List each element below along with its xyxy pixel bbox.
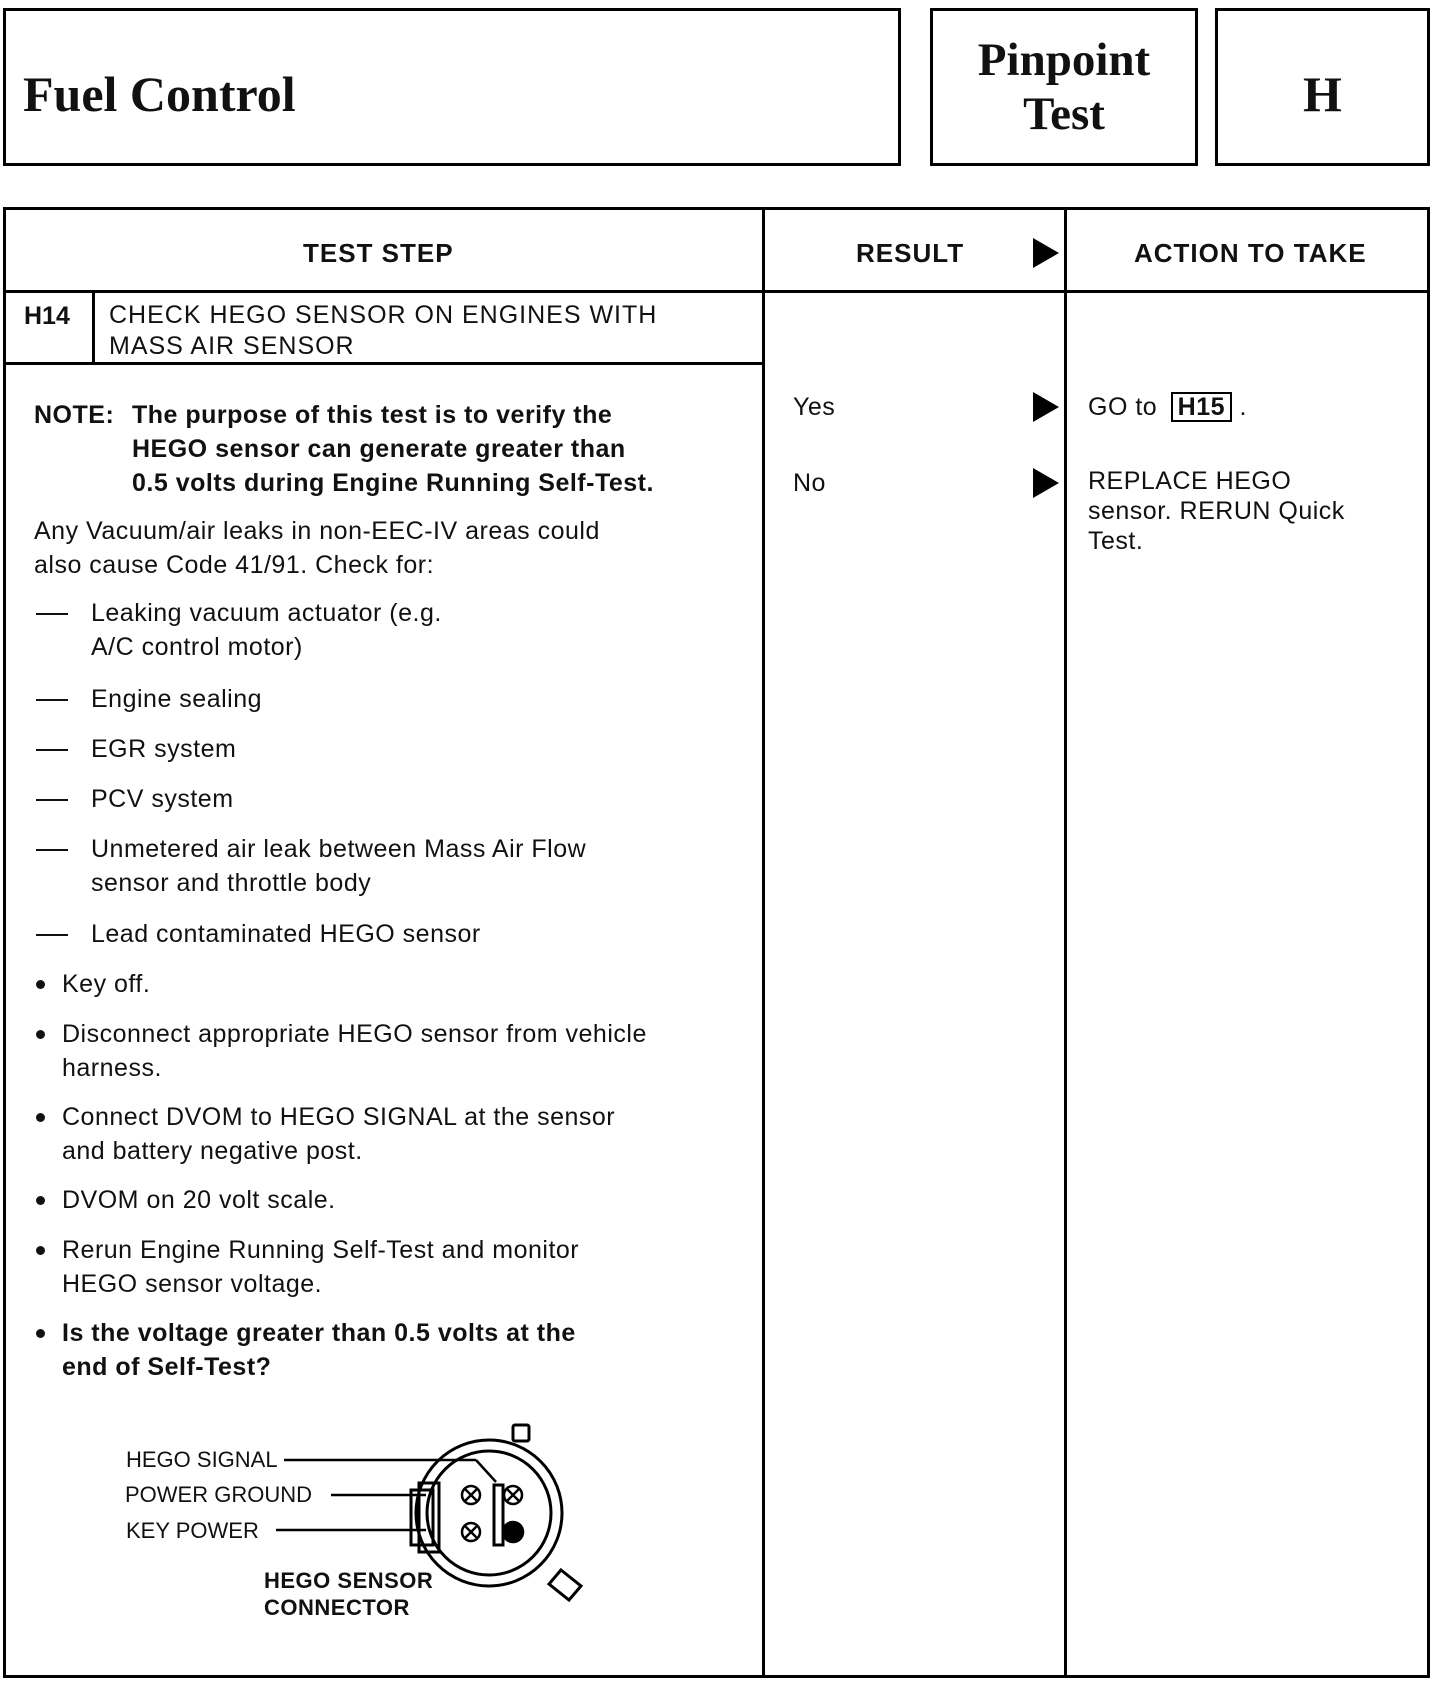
column-divider-1 bbox=[762, 210, 765, 1678]
check-item bbox=[91, 832, 586, 900]
test-letter: H bbox=[1303, 66, 1342, 122]
procedure-step bbox=[62, 1100, 615, 1168]
procedure-step bbox=[62, 1017, 647, 1085]
diagram-caption bbox=[264, 1567, 433, 1621]
procedure-step-line: Rerun Engine Running Self-Test and monitor bbox=[62, 1236, 580, 1264]
intro-line1: Any Vacuum/air leaks in non-EEC-IV areas could bbox=[34, 517, 600, 545]
check-item-line: Unmetered air leak between Mass Air Flow bbox=[91, 835, 587, 863]
dash-marker bbox=[36, 613, 68, 615]
procedure-step bbox=[62, 1233, 579, 1301]
check-item-line: A/C control motor) bbox=[91, 633, 303, 661]
procedure-step-line: and battery negative post. bbox=[62, 1137, 363, 1165]
step-title-line1: CHECK HEGO SENSOR ON ENGINES WITH bbox=[109, 301, 658, 329]
result-no: No bbox=[793, 469, 826, 497]
step-id-divider bbox=[92, 290, 95, 362]
connector-housing bbox=[411, 1425, 581, 1600]
pinpoint-table bbox=[3, 207, 1430, 1678]
action-no bbox=[1088, 466, 1408, 556]
bullet-marker bbox=[36, 980, 45, 989]
title-box bbox=[3, 8, 901, 166]
pinpoint-test-label bbox=[933, 33, 1195, 141]
header-test-step: TEST STEP bbox=[303, 238, 454, 268]
header-result: RESULT bbox=[856, 238, 965, 268]
pinpoint-line1: Pinpoint bbox=[977, 34, 1151, 86]
procedure-question bbox=[62, 1316, 576, 1384]
procedure-step-line: Disconnect appropriate HEGO sensor from vehicle bbox=[62, 1020, 647, 1048]
action-yes-suffix: . bbox=[1239, 393, 1247, 421]
check-item: Lead contaminated HEGO sensor bbox=[91, 920, 481, 948]
procedure-step-line: HEGO sensor voltage. bbox=[62, 1270, 323, 1298]
note-line3: 0.5 volts during Engine Running Self-Test. bbox=[132, 469, 654, 497]
column-divider-2 bbox=[1064, 210, 1067, 1678]
diagram-caption-line: HEGO SENSOR bbox=[264, 1568, 434, 1593]
action-yes-prefix: GO to bbox=[1088, 393, 1158, 421]
intro-line2: also cause Code 41/91. Check for: bbox=[34, 551, 435, 579]
procedure-step: DVOM on 20 volt scale. bbox=[62, 1186, 336, 1214]
bullet-marker bbox=[36, 1113, 45, 1122]
step-title bbox=[109, 300, 709, 362]
check-item: Engine sealing bbox=[91, 685, 263, 713]
page-title: Fuel Control bbox=[23, 66, 296, 122]
check-item bbox=[91, 596, 442, 664]
step-title-line2: MASS AIR SENSOR bbox=[109, 332, 355, 360]
pinpoint-test-box bbox=[930, 8, 1198, 166]
header-arrow-icon bbox=[1033, 238, 1059, 268]
header-divider bbox=[6, 290, 1430, 293]
dash-marker bbox=[36, 934, 68, 936]
bullet-marker bbox=[36, 1329, 45, 1338]
intro-text bbox=[34, 514, 754, 582]
check-item-line: Leaking vacuum actuator (e.g. bbox=[91, 599, 442, 627]
step-id: H14 bbox=[24, 302, 70, 330]
procedure-step-line: Connect DVOM to HEGO SIGNAL at the sensor bbox=[62, 1103, 616, 1131]
dash-marker bbox=[36, 749, 68, 751]
dash-marker bbox=[36, 699, 68, 701]
procedure-question-line: Is the voltage greater than 0.5 volts at the bbox=[62, 1319, 576, 1347]
note-line1: The purpose of this test is to verify the bbox=[132, 401, 613, 429]
result-no-arrow-icon bbox=[1033, 468, 1059, 498]
check-item-line: sensor and throttle body bbox=[91, 869, 372, 897]
procedure-question-line: end of Self-Test? bbox=[62, 1353, 272, 1381]
note-text bbox=[132, 398, 762, 500]
diagram-label-ground: POWER GROUND bbox=[125, 1482, 312, 1507]
bullet-marker bbox=[36, 1246, 45, 1255]
dash-marker bbox=[36, 799, 68, 801]
check-item: PCV system bbox=[91, 785, 234, 813]
result-yes: Yes bbox=[793, 393, 836, 421]
bullet-marker bbox=[36, 1030, 45, 1039]
action-no-line: sensor. RERUN Quick bbox=[1088, 497, 1345, 525]
dash-marker bbox=[36, 849, 68, 851]
procedure-step: Key off. bbox=[62, 970, 151, 998]
check-item: EGR system bbox=[91, 735, 237, 763]
action-yes-ref[interactable]: H15 bbox=[1171, 392, 1232, 422]
test-letter-box bbox=[1215, 8, 1430, 166]
action-no-line: REPLACE HEGO bbox=[1088, 467, 1292, 495]
result-yes-arrow-icon bbox=[1033, 392, 1059, 422]
bullet-marker bbox=[36, 1196, 45, 1205]
note-label: NOTE: bbox=[34, 401, 115, 429]
note-line2: HEGO sensor can generate greater than bbox=[132, 435, 626, 463]
step-title-divider bbox=[6, 362, 762, 365]
action-yes bbox=[1088, 390, 1247, 424]
diagram-label-key: KEY POWER bbox=[126, 1518, 259, 1543]
procedure-step-line: harness. bbox=[62, 1054, 162, 1082]
action-no-line: Test. bbox=[1088, 527, 1144, 555]
diagram-label-signal: HEGO SIGNAL bbox=[126, 1447, 278, 1472]
diagram-caption-line: CONNECTOR bbox=[264, 1595, 410, 1620]
pinpoint-line2: Test bbox=[1023, 88, 1105, 140]
header-action: ACTION TO TAKE bbox=[1134, 238, 1367, 268]
